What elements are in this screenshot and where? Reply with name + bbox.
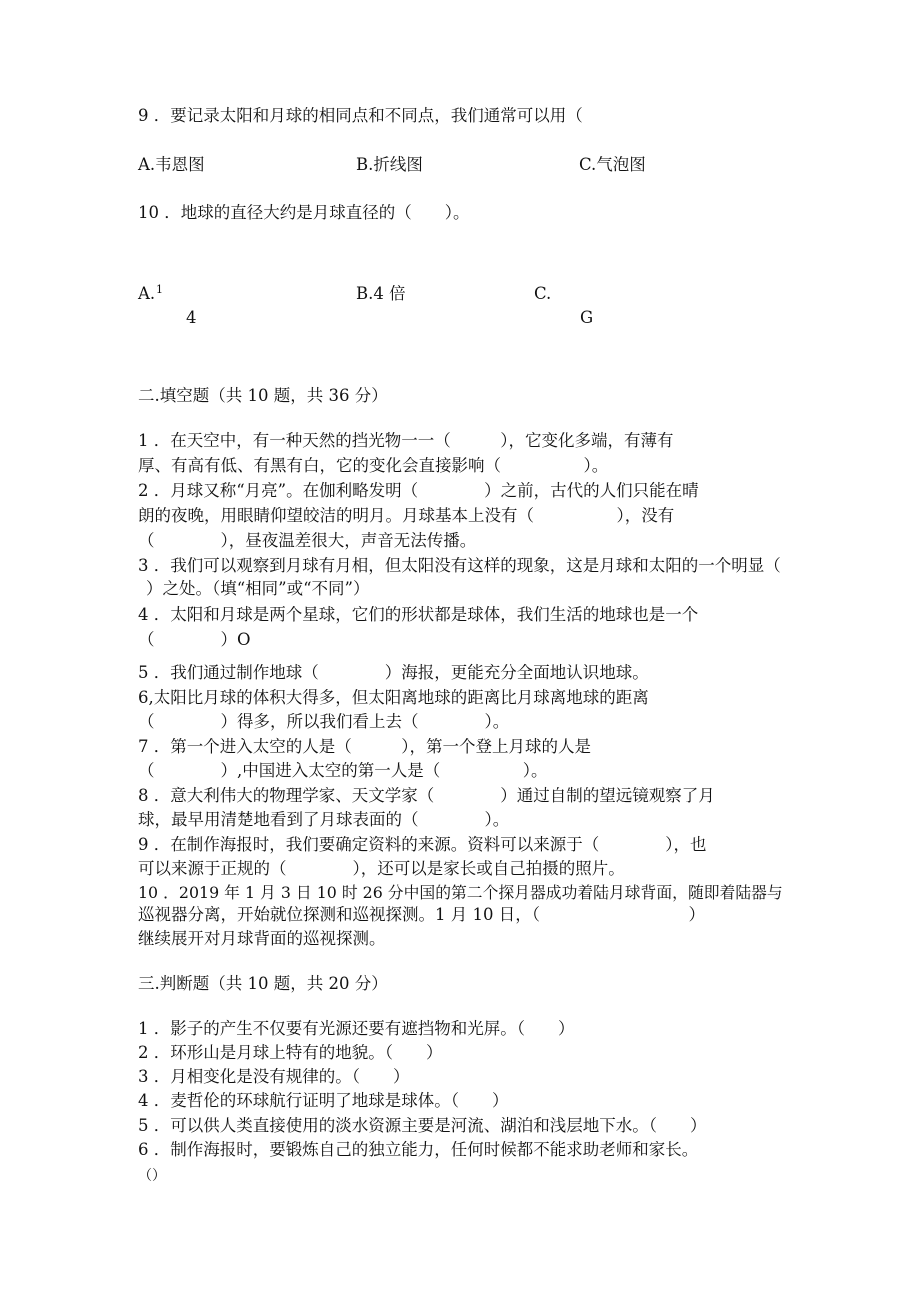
fill-line: （ ）O	[138, 630, 251, 649]
fill-line: 巡视器分离，开始就位探测和巡视探测。1 月 10 日，（ ）	[138, 905, 705, 924]
judge-item: 2 ．环形山是月球上特有的地貌。（ ）	[138, 1043, 443, 1062]
fill-line: 厚、有高有低、有黑有白，它的变化会直接影响（ ）。	[138, 456, 609, 475]
judge-item: 4 ．麦哲伦的环球航行证明了地球是球体。（ ）	[138, 1091, 509, 1110]
judge-answer-bracket[interactable]: （）	[138, 1168, 166, 1184]
fill-line: （ ）得多，所以我们看上去（ ）。	[138, 712, 510, 731]
fill-line: 10 ．2019 年 1 月 3 日 10 时 26 分中国的第二个探月器成功着陆月球背面，随即着陆器与	[138, 883, 783, 902]
fill-line: 4 ．太阳和月球是两个星球，它们的形状都是球体，我们生活的地球也是一个	[138, 605, 699, 624]
q10-option-a-denominator: 4	[186, 308, 197, 327]
fill-line: 继续展开对月球背面的巡视探测。	[138, 929, 386, 948]
q10-stem: 10 ．地球的直径大约是月球直径的（ ）。	[138, 203, 470, 222]
fill-line: 朗的夜晚，用眼睛仰望皎洁的明月。月球基本上没有（ ），没有	[138, 506, 675, 525]
fill-line: 5 ．我们通过制作地球（ ）海报，更能充分全面地认识地球。	[138, 663, 649, 682]
judge-item: 5 ．可以供人类直接使用的淡水资源主要是河流、湖泊和浅层地下水。（ ）	[138, 1116, 707, 1135]
judge-item: 1 ．影子的产生不仅要有光源还要有遮挡物和光屏。（ ）	[138, 1019, 575, 1038]
fill-line: 7 ．第一个进入太空的人是（ ），第一个登上月球的人是	[138, 737, 591, 756]
fill-line: 可以来源于正规的（ ），还可以是家长或自己拍摄的照片。	[138, 859, 625, 878]
q10-option-b[interactable]: B.4 倍	[356, 284, 406, 303]
fill-section-heading: 二.填空题（共 10 题，共 36 分）	[138, 386, 388, 405]
q9-option-c[interactable]: C.气泡图	[579, 155, 646, 174]
fill-line: 9 ．在制作海报时，我们要确定资料的来源。资料可以来源于（ ），也	[138, 835, 707, 854]
judge-section-heading: 三.判断题（共 10 题，共 20 分）	[138, 974, 388, 993]
q9-option-a[interactable]: A.韦恩图	[138, 155, 205, 174]
fill-line: 球，最早用清楚地看到了月球表面的（ ）。	[138, 810, 510, 829]
q10-option-c-denominator: G	[580, 308, 594, 327]
fill-line: 1 ．在天空中，有一种天然的挡光物一一（ ），它变化多端，有薄有	[138, 431, 674, 450]
fill-line: 3 ．我们可以观察到月球有月相，但太阳没有这样的现象，这是月球和太阳的一个明显（	[138, 556, 781, 575]
judge-item: 3 ．月相变化是没有规律的。（ ）	[138, 1067, 410, 1086]
fill-line: （ ）,中国进入太空的第一人是（ ）。	[138, 761, 548, 780]
q9-option-b[interactable]: B.折线图	[356, 155, 423, 174]
fill-line: （ ），昼夜温差很大，声音无法传播。	[138, 531, 477, 550]
judge-item: 6 ．制作海报时，要锻炼自己的独立能力，任何时候都不能求助老师和家长。	[138, 1140, 699, 1159]
q10-option-a-label[interactable]: A.	[138, 284, 156, 303]
q10-option-c-label[interactable]: C.	[534, 284, 552, 303]
q10-option-a-numerator: 1	[156, 283, 163, 296]
q9-stem: 9 ．要记录太阳和月球的相同点和不同点，我们通常可以用（	[138, 106, 583, 125]
fill-line: 2 ．月球又称“月亮”。在伽利略发明（ ）之前，古代的人们只能在晴	[138, 481, 699, 500]
fill-line: 6,太阳比月球的体积大得多，但太阳离地球的距离比月球离地球的距离	[138, 688, 649, 707]
fill-line: 8 ．意大利伟大的物理学家、天文学家（ ）通过自制的望远镜观察了月	[138, 786, 715, 805]
fill-line: ）之处。（填“相同”或“不同”）	[146, 579, 370, 598]
